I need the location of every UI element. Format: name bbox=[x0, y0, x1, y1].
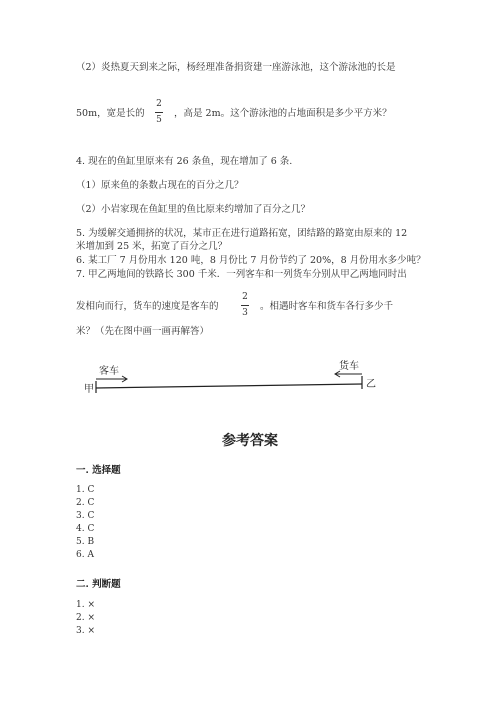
q3-fraction-numerator: 2 bbox=[156, 99, 162, 109]
q4-sub-1: （1）原来鱼的条数占现在的百分之几？ bbox=[76, 180, 244, 191]
answer-item: 1. C bbox=[76, 485, 95, 495]
answer-item: 4. C bbox=[76, 524, 95, 534]
q6-line-1: 6. 某工厂 7 月份用水 120 吨，8 月份比 7 月份节约了 20%，8 月份用水多少吨？ bbox=[76, 255, 426, 266]
q4-line-1: 4. 现在的鱼缸里原来有 26 条鱼，现在增加了 6 条. bbox=[76, 156, 293, 167]
q3-fraction-denominator: 5 bbox=[156, 115, 162, 125]
answers-title: 参考答案 bbox=[222, 433, 278, 449]
q3-line-2-start: 50m，宽是长的 bbox=[76, 108, 145, 119]
answer-item: 2. × bbox=[76, 613, 95, 623]
station-yi-label: 乙 bbox=[366, 379, 376, 390]
q4-sub-2: （2）小岩家现在鱼缸里的鱼比原来约增加了百分之几？ bbox=[76, 204, 311, 215]
route-line bbox=[96, 384, 362, 388]
station-jia-label: 甲 bbox=[84, 384, 94, 395]
q7-line-1: 7. 甲乙两地间的铁路长 300 千米．一列客车和一列货车分别从甲乙两地同时出 bbox=[76, 269, 407, 280]
q7-fraction-denominator: 3 bbox=[242, 308, 248, 318]
q5-line-1: 5. 为缓解交通拥挤的状况，某市正在进行道路拓宽，团结路的路宽由原来的 12 bbox=[76, 228, 408, 239]
section-judge-title: 二. 判断题 bbox=[76, 579, 121, 590]
freight-train-label: 货车 bbox=[339, 361, 359, 372]
q7-line-2-end: 。相遇时客车和货车各行多少千 bbox=[260, 301, 394, 312]
section-choice-title: 一. 选择题 bbox=[76, 465, 121, 476]
q7-fraction-numerator: 2 bbox=[242, 292, 248, 302]
q7-line-2-start: 发相向而行，货车的速度是客车的 bbox=[76, 301, 219, 312]
answer-item: 3. × bbox=[76, 626, 95, 636]
answer-item: 3. C bbox=[76, 511, 95, 521]
passenger-train-label: 客车 bbox=[99, 366, 119, 377]
q5-line-2: 米增加到 25 米，拓宽了百分之几？ bbox=[76, 241, 228, 252]
answer-item: 5. B bbox=[76, 537, 95, 547]
answer-item: 1. × bbox=[76, 600, 95, 610]
q7-line-3: 米？（先在图中画一画再解答） bbox=[76, 326, 210, 337]
q3-line-2-end: ，高是 2m。这个游泳池的占地面积是多少平方米？ bbox=[174, 108, 392, 119]
answer-item: 2. C bbox=[76, 498, 95, 508]
q3-line-1: （2）炎热夏天到来之际，杨经理准备捐资建一座游泳池，这个游泳池的长是 bbox=[76, 62, 396, 73]
answer-item: 6. A bbox=[76, 550, 94, 560]
